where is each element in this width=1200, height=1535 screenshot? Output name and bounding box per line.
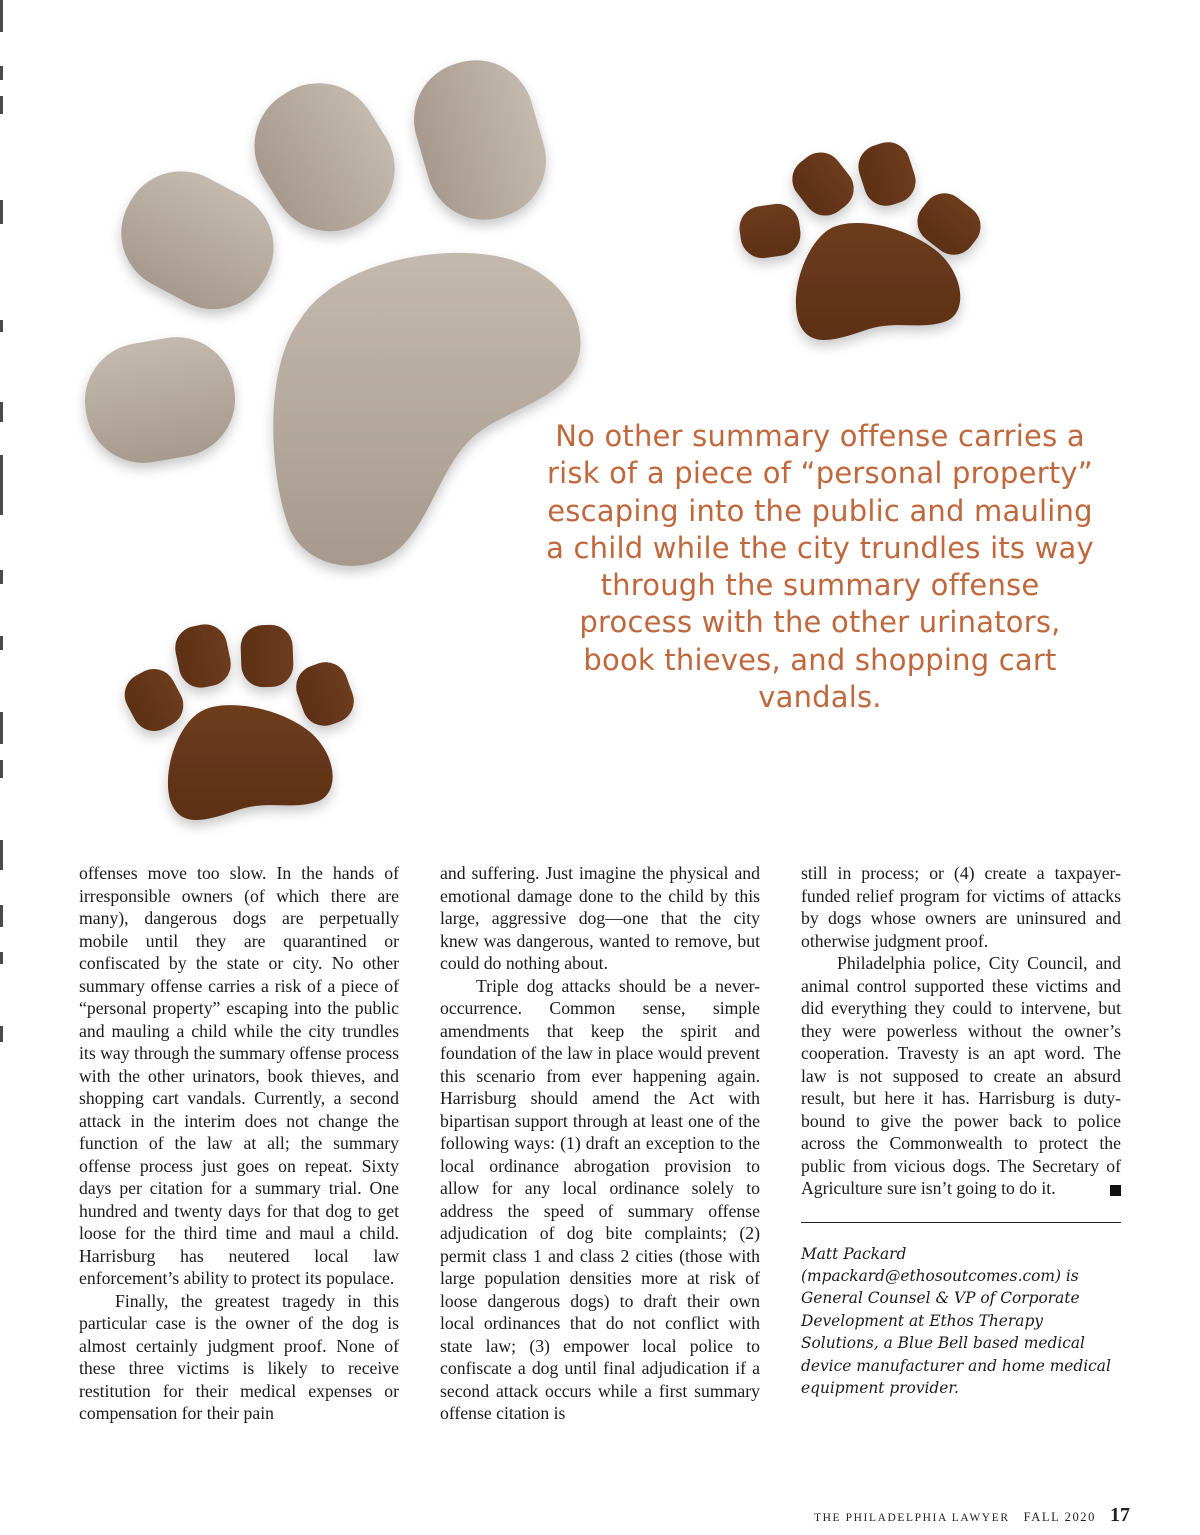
article-paragraph	[801, 952, 1121, 1200]
issue-label: FALL 2020	[1023, 1510, 1096, 1524]
pull-quote: No other summary offense carries a risk of a piece of “personal property” escaping into the public and mauling a child while the city trundles its way through the summary offense process with the other urinators, book thieves, and shopping cart vandals.	[546, 419, 1094, 715]
article-paragraph: Finally, the greatest tragedy in this particular case is the owner of the dog is almost certainly judgment proof. None of these three victims is likely to receive restitution for their medical expenses or compensation for their pain	[79, 1290, 399, 1423]
article-paragraph: Triple dog attacks should be a never-occurrence. Common sense, simple amendments that keep the spirit and foundation of the law in place would prevent this scenario from ever happening again. Harrisburg should amend the Act with bipartisan support through at least one of the following ways: (1) draft an exception to the local ordinance abrogation provision to allow for any local ordinance solely to address the speed of summary offense adjudication of dog bite complaints; (2) permit class 1 and class 2 cities (those with large population densities more at risk of loose dangerous dogs) to draft their own local ordinances that do not conflict with state law; (3) empower local police to confiscate a dog until final adjudication if a second attack occurs while a first summary offense citation is	[440, 975, 760, 1423]
article-paragraph: and suffering. Just imagine the physical and emotional damage done to the child by this large, aggressive dog—one that the city knew was dangerous, wanted to remove, but could do nothing about.	[440, 863, 760, 973]
page-number: 17	[1110, 1504, 1130, 1526]
page-footer	[814, 1504, 1130, 1527]
article-paragraph: still in process; or (4) create a taxpayer-funded relief program for victims of attacks by dogs whose owners are uninsured and otherwise judgment proof.	[801, 863, 1121, 951]
publication-name: THE PHILADELPHIA LAWYER	[814, 1512, 1010, 1524]
large-gray-paw-print-icon	[76, 47, 581, 566]
article-paragraph-text: Philadelphia police, City Council, and animal control supported these victims and did everything they could to intervene, but they were powerless without the owner’s cooperation. Travesty is an apt word. The law is not supposed to create an absurd result, but here it has. Harrisburg is duty-bound to give the power back to police across the Commonwealth to protect the public from vicious dogs. The Secretary of Agriculture sure isn’t going to do it.	[801, 953, 1121, 1198]
article-column-2	[440, 862, 760, 1425]
article-column-1	[79, 862, 399, 1425]
end-of-article-mark	[1110, 1185, 1121, 1196]
article-column-3	[801, 862, 1121, 1399]
author-bio: Matt Packard (mpackard@ethosoutcomes.com) is General Counsel & VP of Corporate Development at Ethos Therapy Solutions, a Blue Bell based medical device manufacturer and home medical equipment provider.	[801, 1244, 1111, 1397]
brown-paw-print-icon-upper	[737, 136, 990, 340]
bio-divider	[801, 1222, 1121, 1223]
article-paragraph: offenses move too slow. In the hands of irresponsible owners (of which there are many), dangerous dogs are perpetually mobile until they are quarantined or confiscated by the state or city. No other summary offense carries a risk of a piece of “personal property” escaping into the public and mauling a child while the city trundles its way through the summary offense process with the other urinators, book thieves, and shopping cart vandals. Currently, a second attack in the interim does not change the function of the law at all; the summary offense process just goes on repeat. Sixty days per citation for a summary trial. One hundred and twenty days for that dog to get loose for the third time and maul a child. Harrisburg has neutered local law enforcement’s ability to protect its populace.	[79, 863, 399, 1288]
brown-paw-print-icon-lower	[117, 620, 360, 820]
